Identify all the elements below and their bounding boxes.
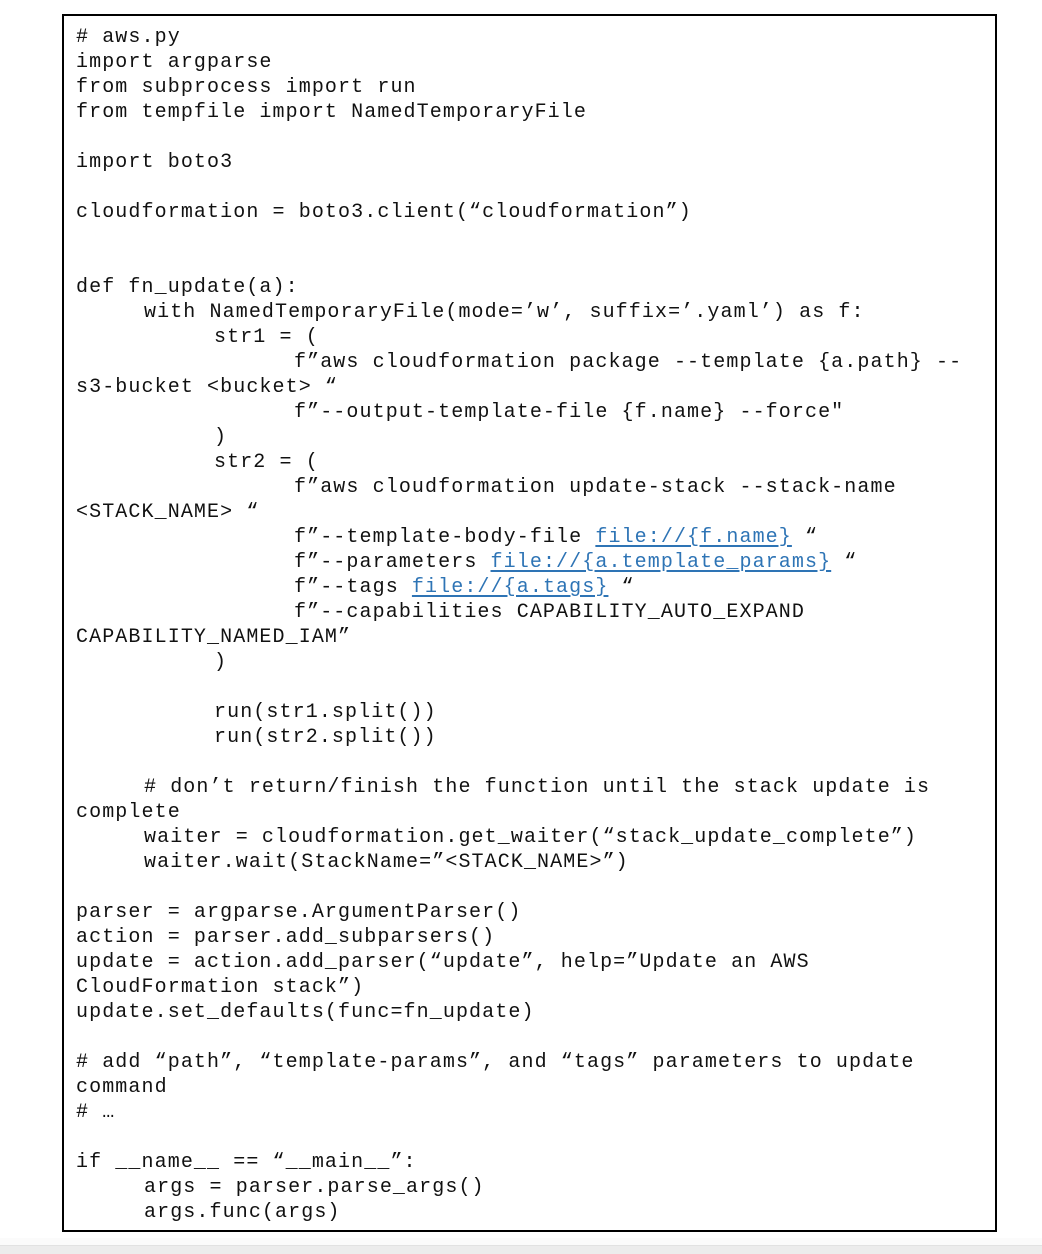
code-line — [76, 525, 985, 550]
code-text: f”aws cloudformation package --template {a.path} -- — [294, 351, 963, 374]
code-text: CloudFormation stack”) — [76, 976, 365, 999]
code-line — [76, 675, 985, 700]
file-url-link[interactable]: file://{f.name} — [595, 526, 792, 549]
code-line — [76, 250, 985, 275]
code-text: # … — [76, 1101, 116, 1124]
file-url-link[interactable]: file://{a.tags} — [411, 576, 609, 599]
code-line — [76, 25, 985, 50]
code-text: str2 = ( — [214, 451, 319, 474]
code-line — [76, 875, 985, 900]
code-line — [76, 150, 985, 175]
code-line — [76, 625, 985, 650]
code-line — [76, 575, 985, 600]
code-line — [76, 125, 985, 150]
code-text: run(str1.split()) — [214, 701, 437, 724]
code-text: <STACK_NAME> “ — [76, 501, 260, 524]
code-text: # add “path”, “template-params”, and “tags” parameters to update — [76, 1051, 915, 1074]
code-text: f”--parameters — [294, 551, 491, 574]
code-text: CAPABILITY_NAMED_IAM” — [76, 626, 352, 649]
code-text: # don’t return/finish the function until the stack update is — [144, 776, 931, 799]
page-edge-strip-upper — [0, 1238, 1042, 1245]
code-line — [76, 1150, 985, 1175]
code-line — [76, 325, 985, 350]
code-text: ) — [214, 426, 228, 449]
code-line — [76, 1125, 985, 1150]
code-text: from tempfile import NamedTemporaryFile — [76, 101, 587, 124]
code-text: from subprocess import run — [76, 76, 417, 99]
code-line — [76, 350, 985, 375]
code-text: import argparse — [76, 51, 273, 74]
code-text: f”aws cloudformation update-stack --stack-name — [294, 476, 897, 499]
code-text: waiter.wait(StackName=”<STACK_NAME>”) — [144, 851, 629, 874]
code-line — [76, 850, 985, 875]
code-line — [76, 700, 985, 725]
code-line — [76, 450, 985, 475]
code-text: “ — [608, 576, 635, 599]
code-line — [76, 750, 985, 775]
code-text: def fn_update(a): — [76, 276, 299, 299]
code-text: command — [76, 1076, 168, 1099]
code-text: import boto3 — [76, 151, 234, 174]
code-line — [76, 475, 985, 500]
code-text: update = action.add_parser(“update”, help=”Update an AWS — [76, 951, 810, 974]
code-text: f”--output-template-file {f.name} --force" — [294, 401, 845, 424]
code-line — [76, 925, 985, 950]
code-line — [76, 950, 985, 975]
code-line — [76, 725, 985, 750]
code-text: waiter = cloudformation.get_waiter(“stack_update_complete”) — [144, 826, 918, 849]
code-text: run(str2.split()) — [214, 726, 437, 749]
code-block — [62, 14, 997, 1232]
code-line — [76, 600, 985, 625]
code-line — [76, 975, 985, 1000]
code-line — [76, 425, 985, 450]
code-text: cloudformation = boto3.client(“cloudformation”) — [76, 201, 692, 224]
code-line — [76, 775, 985, 800]
code-line — [76, 550, 985, 575]
code-text: parser = argparse.ArgumentParser() — [76, 901, 522, 924]
code-line — [76, 1075, 985, 1100]
code-line — [76, 1100, 985, 1125]
code-text: f”--capabilities CAPABILITY_AUTO_EXPAND — [294, 601, 805, 624]
code-text: f”--template-body-file — [294, 526, 596, 549]
code-text: complete — [76, 801, 181, 824]
code-line — [76, 1000, 985, 1025]
code-line — [76, 200, 985, 225]
code-text: args = parser.parse_args() — [144, 1176, 485, 1199]
page-edge-strip-lower — [0, 1245, 1042, 1254]
file-url-link[interactable]: file://{a.template_params} — [490, 551, 832, 574]
code-text: “ — [831, 551, 858, 574]
code-line — [76, 275, 985, 300]
code-text: # aws.py — [76, 26, 181, 49]
code-text: str1 = ( — [214, 326, 319, 349]
code-line — [76, 300, 985, 325]
code-line — [76, 1050, 985, 1075]
code-line — [76, 100, 985, 125]
code-text: with NamedTemporaryFile(mode=’w’, suffix=’.yaml’) as f: — [144, 301, 865, 324]
code-text: if __name__ == “__main__”: — [76, 1151, 417, 1174]
code-text: args.func(args) — [144, 1201, 341, 1224]
code-line — [76, 1175, 985, 1200]
code-line — [76, 650, 985, 675]
code-line — [76, 500, 985, 525]
code-line — [76, 375, 985, 400]
code-text: ) — [214, 651, 228, 674]
code-line — [76, 400, 985, 425]
code-line — [76, 225, 985, 250]
page-edge-strip — [0, 1238, 1042, 1254]
code-line — [76, 1025, 985, 1050]
code-line — [76, 50, 985, 75]
code-line — [76, 1200, 985, 1225]
code-line — [76, 800, 985, 825]
code-text: update.set_defaults(func=fn_update) — [76, 1001, 535, 1024]
code-text: action = parser.add_subparsers() — [76, 926, 496, 949]
code-text: “ — [791, 526, 819, 549]
code-text: f”--tags — [294, 576, 412, 599]
code-line — [76, 75, 985, 100]
code-text: s3-bucket <bucket> “ — [76, 376, 339, 399]
code-line — [76, 900, 985, 925]
code-line — [76, 175, 985, 200]
code-line — [76, 825, 985, 850]
